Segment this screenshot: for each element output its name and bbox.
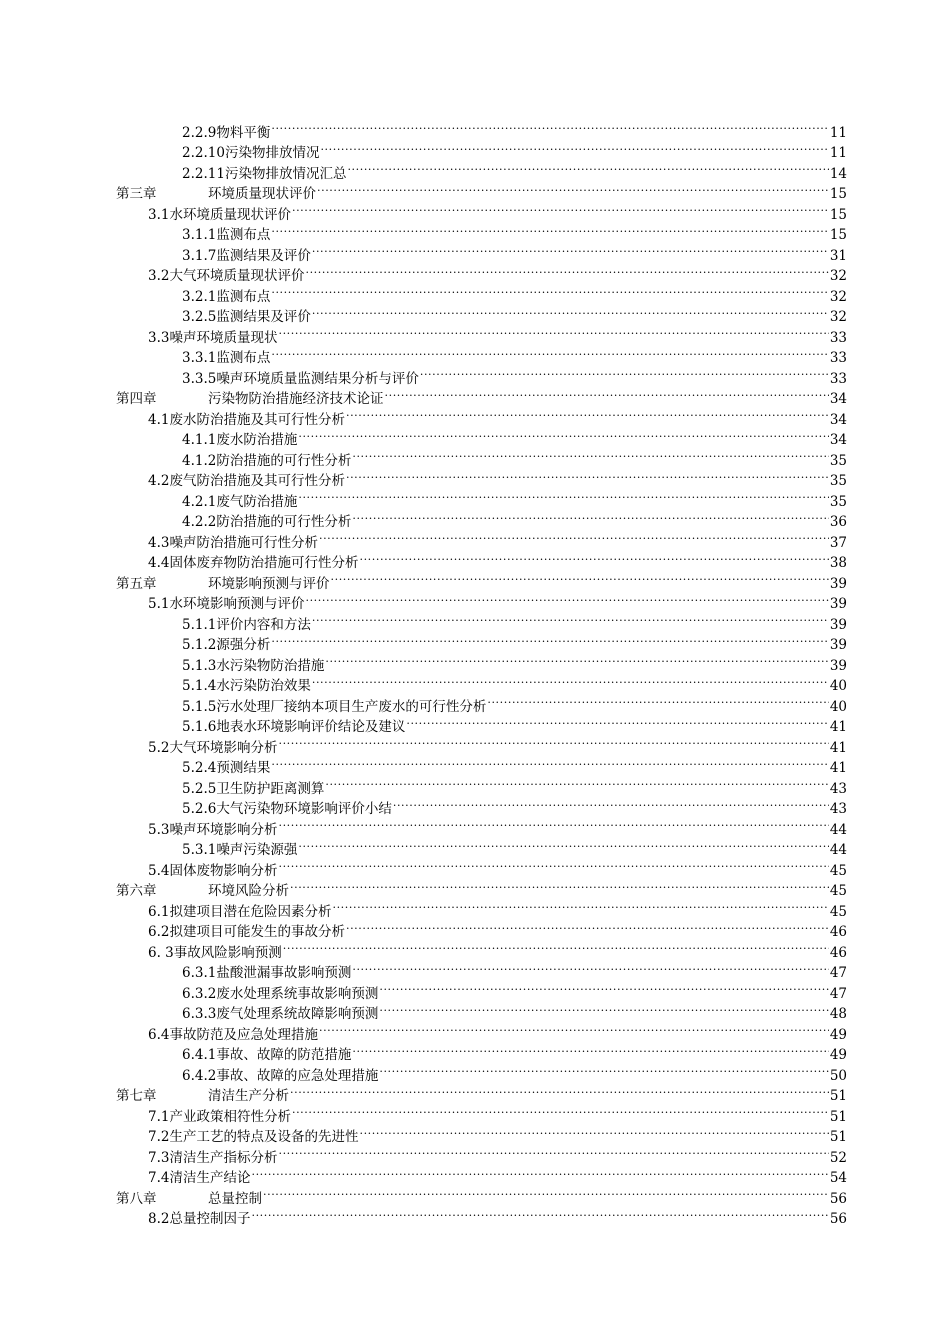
toc-dot-leader [331,567,829,588]
toc-page-number: 39 [829,575,847,592]
toc-page-number: 32 [829,309,847,325]
toc-dot-leader [325,649,828,670]
toc-page-number: 31 [829,247,847,264]
toc-page-number: 56 [829,1211,847,1227]
toc-entry-number: 4.4 [148,555,170,571]
toc-entry-number: 5.1.3 [182,657,217,674]
toc-entry-number: 5.4 [148,862,170,879]
toc-page-number: 39 [829,637,847,653]
toc-entry-title: 防治措施的可行性分析 [216,452,352,469]
toc-dot-leader [290,1080,829,1101]
toc-entry-title: 监测结果及评价 [216,247,311,264]
toc-page-number: 34 [829,432,847,448]
toc-dot-leader [271,219,828,240]
toc-entry-number: 第三章 [116,186,157,202]
toc-page-number: 46 [829,944,847,961]
toc-dot-leader [271,116,828,137]
toc-dot-leader [325,772,828,793]
toc-entry-title: 评价内容和方法 [216,616,311,633]
toc-entry-title: 清洁生产分析 [208,1088,289,1104]
toc-entry-title: 废气防治措施 [216,493,298,510]
toc-page-number: 44 [829,842,847,858]
toc-page-number: 38 [829,555,847,571]
toc-dot-leader [251,1203,828,1224]
toc-entry-title: 污染物排放情况 [224,145,320,161]
toc-page-number: 51 [829,1088,847,1104]
toc-entry-title: 固体废弃物防治措施可行性分析 [169,555,359,571]
toc-entry-number: 5.1.2 [182,637,217,653]
toc-entry-title: 事故风险影响预测 [173,944,282,961]
toc-entry-number: 2.2.9 [182,124,217,141]
toc-dot-leader [278,813,828,834]
toc-page-number: 11 [829,124,847,141]
toc-page-number: 50 [829,1067,847,1084]
toc-entry-title: 预测结果 [216,760,271,776]
toc-entry-title: 噪声环境影响分析 [169,821,278,838]
toc-entry-number: 第六章 [116,883,157,899]
toc-entry-title: 监测布点 [216,350,271,366]
toc-page-number: 47 [829,985,847,1002]
toc-entry-number: 第五章 [116,575,157,592]
toc-entry-title: 环境质量现状评价 [208,186,316,202]
toc-dot-leader [312,670,829,691]
toc-entry-number: 8.2 [148,1211,170,1227]
toc-dot-leader [393,793,829,814]
toc-entry-title: 大气环境影响分析 [169,739,278,756]
toc-page-number: 36 [829,514,847,530]
toc-entry-number: 4.3 [148,534,170,551]
toc-page-number: 49 [829,1047,847,1063]
toc-entry-number: 5.1.4 [182,678,217,694]
toc-dot-leader [352,1039,828,1060]
toc-page-number: 33 [829,329,847,346]
toc-page-number: 52 [829,1149,847,1166]
toc-dot-leader [385,383,829,404]
toc-entry-number: 7.3 [148,1149,170,1166]
toc-entry-number: 2.2.10 [182,145,225,161]
toc-dot-leader [283,936,829,957]
toc-page-number: 11 [829,145,847,161]
toc-page-number: 33 [829,350,847,366]
toc-page-number: 45 [829,903,847,920]
toc-entry-title: 事故防范及应急处理措施 [169,1026,318,1043]
toc-dot-leader [406,711,828,732]
toc-page-number: 14 [829,165,847,182]
toc-dot-leader [352,444,828,465]
toc-entry-title: 拟建项目可能发生的事故分析 [169,924,345,940]
toc-page-number: 35 [829,493,847,510]
toc-entry-number: 6.3.1 [182,965,217,981]
toc-entry-number: 第八章 [116,1190,157,1207]
toc-entry-title: 废水处理系统事故影响预测 [216,985,379,1002]
toc-entry-number: 6.2 [148,924,170,940]
toc-entry-number: 5.2.6 [182,801,217,817]
toc-entry-title: 噪声污染源强 [216,842,298,858]
toc-page-number: 33 [829,370,847,387]
toc-entry-title: 废水防治措施及其可行性分析 [169,411,345,428]
toc-dot-leader [278,321,828,342]
toc-entry-number: 3.2 [148,268,170,284]
toc-page-number: 54 [829,1170,847,1186]
toc-entry-title: 废水防治措施 [216,432,298,448]
toc-entry-number: 第七章 [116,1088,157,1104]
toc-entry-number: 7.4 [148,1170,170,1186]
toc-entry-number: 5.1 [148,596,170,612]
toc-entry-number: 3.1.7 [182,247,217,264]
toc-dot-leader [263,1182,829,1203]
toc-dot-leader [298,424,828,445]
toc-entry-number: 6.4 [148,1026,170,1043]
toc-entry-number: 4.1 [148,411,170,428]
toc-entry-number: 3.3 [148,329,170,346]
toc-entry-title: 清洁生产结论 [169,1170,251,1186]
toc-dot-leader [320,137,828,158]
toc-dot-leader [317,178,829,199]
toc-dot-leader [359,1121,828,1142]
toc-dot-leader [292,1100,829,1121]
toc-entry-title: 地表水环境影响评价结论及建议 [216,719,406,735]
toc-dot-leader [346,465,829,486]
toc-page-number: 56 [829,1190,847,1207]
toc-entry-title: 清洁生产指标分析 [169,1149,278,1166]
toc-entry-title: 大气环境质量现状评价 [169,268,305,284]
toc-page-number: 47 [829,965,847,981]
toc-entry-number: 6.4.2 [182,1067,217,1084]
toc-entry-number: 5.1.5 [182,698,217,715]
toc-dot-leader [352,957,828,978]
toc-page-number: 15 [829,206,847,223]
toc-page-number: 45 [829,862,847,879]
toc-page-number: 32 [829,268,847,284]
toc-entry-number: 3.1 [148,206,170,223]
table-of-contents [116,116,847,1227]
toc-page-number: 43 [829,780,847,797]
toc-dot-leader [298,485,828,506]
toc-entry-number: 7.1 [148,1108,170,1125]
toc-dot-leader [312,301,829,322]
toc-entry-number: 3.3.5 [182,370,217,387]
toc-dot-leader [312,239,829,260]
toc-entry-title: 污染物防治措施经济技术论证 [208,391,384,407]
toc-entry-title: 环境风险分析 [208,883,289,899]
toc-entry-title: 噪声环境质量监测结果分析与评价 [216,370,419,387]
toc-dot-leader [319,1018,829,1039]
toc-entry-title: 监测布点 [216,227,271,243]
toc-entry-title: 防治措施的可行性分析 [216,514,352,530]
toc-dot-leader [346,403,829,424]
toc-page-number: 49 [829,1026,847,1043]
toc-page-number: 34 [829,411,847,428]
toc-entry-title: 盐酸泄漏事故影响预测 [216,965,352,981]
toc-dot-leader [271,629,828,650]
toc-entry-number: 7.2 [148,1129,170,1145]
toc-page-number: 37 [829,534,847,551]
toc-entry-title: 噪声环境质量现状 [169,329,278,346]
toc-entry-title: 废气处理系统故障影响预测 [216,1006,379,1022]
toc-page-number: 44 [829,821,847,838]
toc-page-number: 32 [829,288,847,305]
toc-dot-leader [271,342,828,363]
toc-page-number: 39 [829,616,847,633]
toc-entry[interactable] [116,116,847,141]
toc-entry-number: 5.2.4 [182,760,217,776]
toc-page-number: 46 [829,924,847,940]
toc-entry-number: 5.3 [148,821,170,838]
toc-entry-number: 6.3.2 [182,985,217,1002]
toc-page-number: 35 [829,452,847,469]
toc-page-number: 15 [829,227,847,243]
toc-entry-number: 5.1.6 [182,719,217,735]
toc-entry-title: 总量控制 [208,1190,262,1207]
toc-dot-leader [379,1059,828,1080]
toc-page-number: 15 [829,186,847,202]
toc-entry-title: 污染物排放情况汇总 [224,165,347,182]
toc-entry-title: 环境影响预测与评价 [208,575,330,592]
toc-entry-number: 4.1.2 [182,452,217,469]
toc-page-number: 51 [829,1108,847,1125]
toc-page-number: 41 [829,719,847,735]
toc-entry-title: 物料平衡 [216,124,271,141]
toc-entry-number: 5.3.1 [182,842,217,858]
toc-dot-leader [251,1162,828,1183]
toc-page-number: 40 [829,698,847,715]
toc-entry-number: 3.2.1 [182,288,217,305]
toc-dot-leader [298,834,828,855]
toc-dot-leader [487,690,828,711]
toc-page-number: 40 [829,678,847,694]
toc-dot-leader [379,998,828,1019]
toc-page-number: 41 [829,739,847,756]
toc-entry-title: 污水处理厂接纳本项目生产废水的可行性分析 [216,698,487,715]
toc-entry-number: 5.2 [148,739,170,756]
toc-entry-number: 6.1 [148,903,170,920]
toc-entry-number: 2.2.11 [182,165,225,182]
toc-entry-number: 3.1.1 [182,227,217,243]
toc-page-number: 39 [829,657,847,674]
toc-entry-title: 监测布点 [216,288,271,305]
toc-entry-title: 大气污染物环境影响评价小结 [216,801,392,817]
toc-entry-title: 拟建项目潜在危险因素分析 [169,903,332,920]
toc-dot-leader [271,280,828,301]
toc-dot-leader [346,916,829,937]
toc-entry-title: 总量控制因子 [169,1211,251,1227]
toc-entry-title: 事故、故障的防范措施 [216,1047,352,1063]
toc-page-number: 51 [829,1129,847,1145]
toc-dot-leader [420,362,829,383]
toc-entry-number: 4.1.1 [182,432,217,448]
toc-dot-leader [359,547,828,568]
toc-entry-title: 水环境质量现状评价 [169,206,291,223]
toc-entry-number: 5.2.5 [182,780,217,797]
toc-entry-title: 源强分析 [216,637,271,653]
toc-dot-leader [278,731,828,752]
toc-dot-leader [292,198,829,219]
toc-dot-leader [278,854,828,875]
toc-entry-title: 监测结果及评价 [216,309,311,325]
toc-entry-title: 生产工艺的特点及设备的先进性 [169,1129,359,1145]
toc-dot-leader [347,157,828,178]
toc-dot-leader [312,608,829,629]
toc-page-number: 48 [829,1006,847,1022]
toc-entry-number: 4.2.2 [182,514,217,530]
toc-entry-number: 5.1.1 [182,616,217,633]
toc-dot-leader [278,1141,828,1162]
toc-page-number: 43 [829,801,847,817]
toc-entry-number: 4.2.1 [182,493,217,510]
toc-entry-number: 3.3.1 [182,350,217,366]
toc-entry-number: 第四章 [116,391,157,407]
toc-entry-title: 水环境影响预测与评价 [169,596,305,612]
toc-entry-title: 事故、故障的应急处理措施 [216,1067,379,1084]
toc-dot-leader [271,752,828,773]
toc-dot-leader [319,526,829,547]
toc-page-number: 39 [829,596,847,612]
toc-entry-title: 噪声防治措施可行性分析 [169,534,318,551]
toc-entry-title: 卫生防护距离测算 [216,780,325,797]
toc-entry-title: 水污染物防治措施 [216,657,325,674]
toc-dot-leader [379,977,828,998]
toc-page-number: 41 [829,760,847,776]
toc-dot-leader [332,895,828,916]
toc-entry-title: 水污染防治效果 [216,678,311,694]
toc-dot-leader [305,588,828,609]
toc-page-number: 34 [829,391,847,407]
toc-page-number: 45 [829,883,847,899]
toc-page-number: 35 [829,473,847,489]
toc-entry-number: 4.2 [148,473,170,489]
toc-dot-leader [290,875,829,896]
toc-dot-leader [305,260,828,281]
toc-entry-title: 废气防治措施及其可行性分析 [169,473,345,489]
toc-entry-number: 6. 3 [148,944,174,961]
toc-entry-title: 固体废物影响分析 [169,862,278,879]
toc-entry-number: 3.2.5 [182,309,217,325]
toc-entry-number: 6.4.1 [182,1047,217,1063]
toc-entry-title: 产业政策相符性分析 [169,1108,291,1125]
toc-entry-number: 6.3.3 [182,1006,217,1022]
toc-dot-leader [352,506,828,527]
